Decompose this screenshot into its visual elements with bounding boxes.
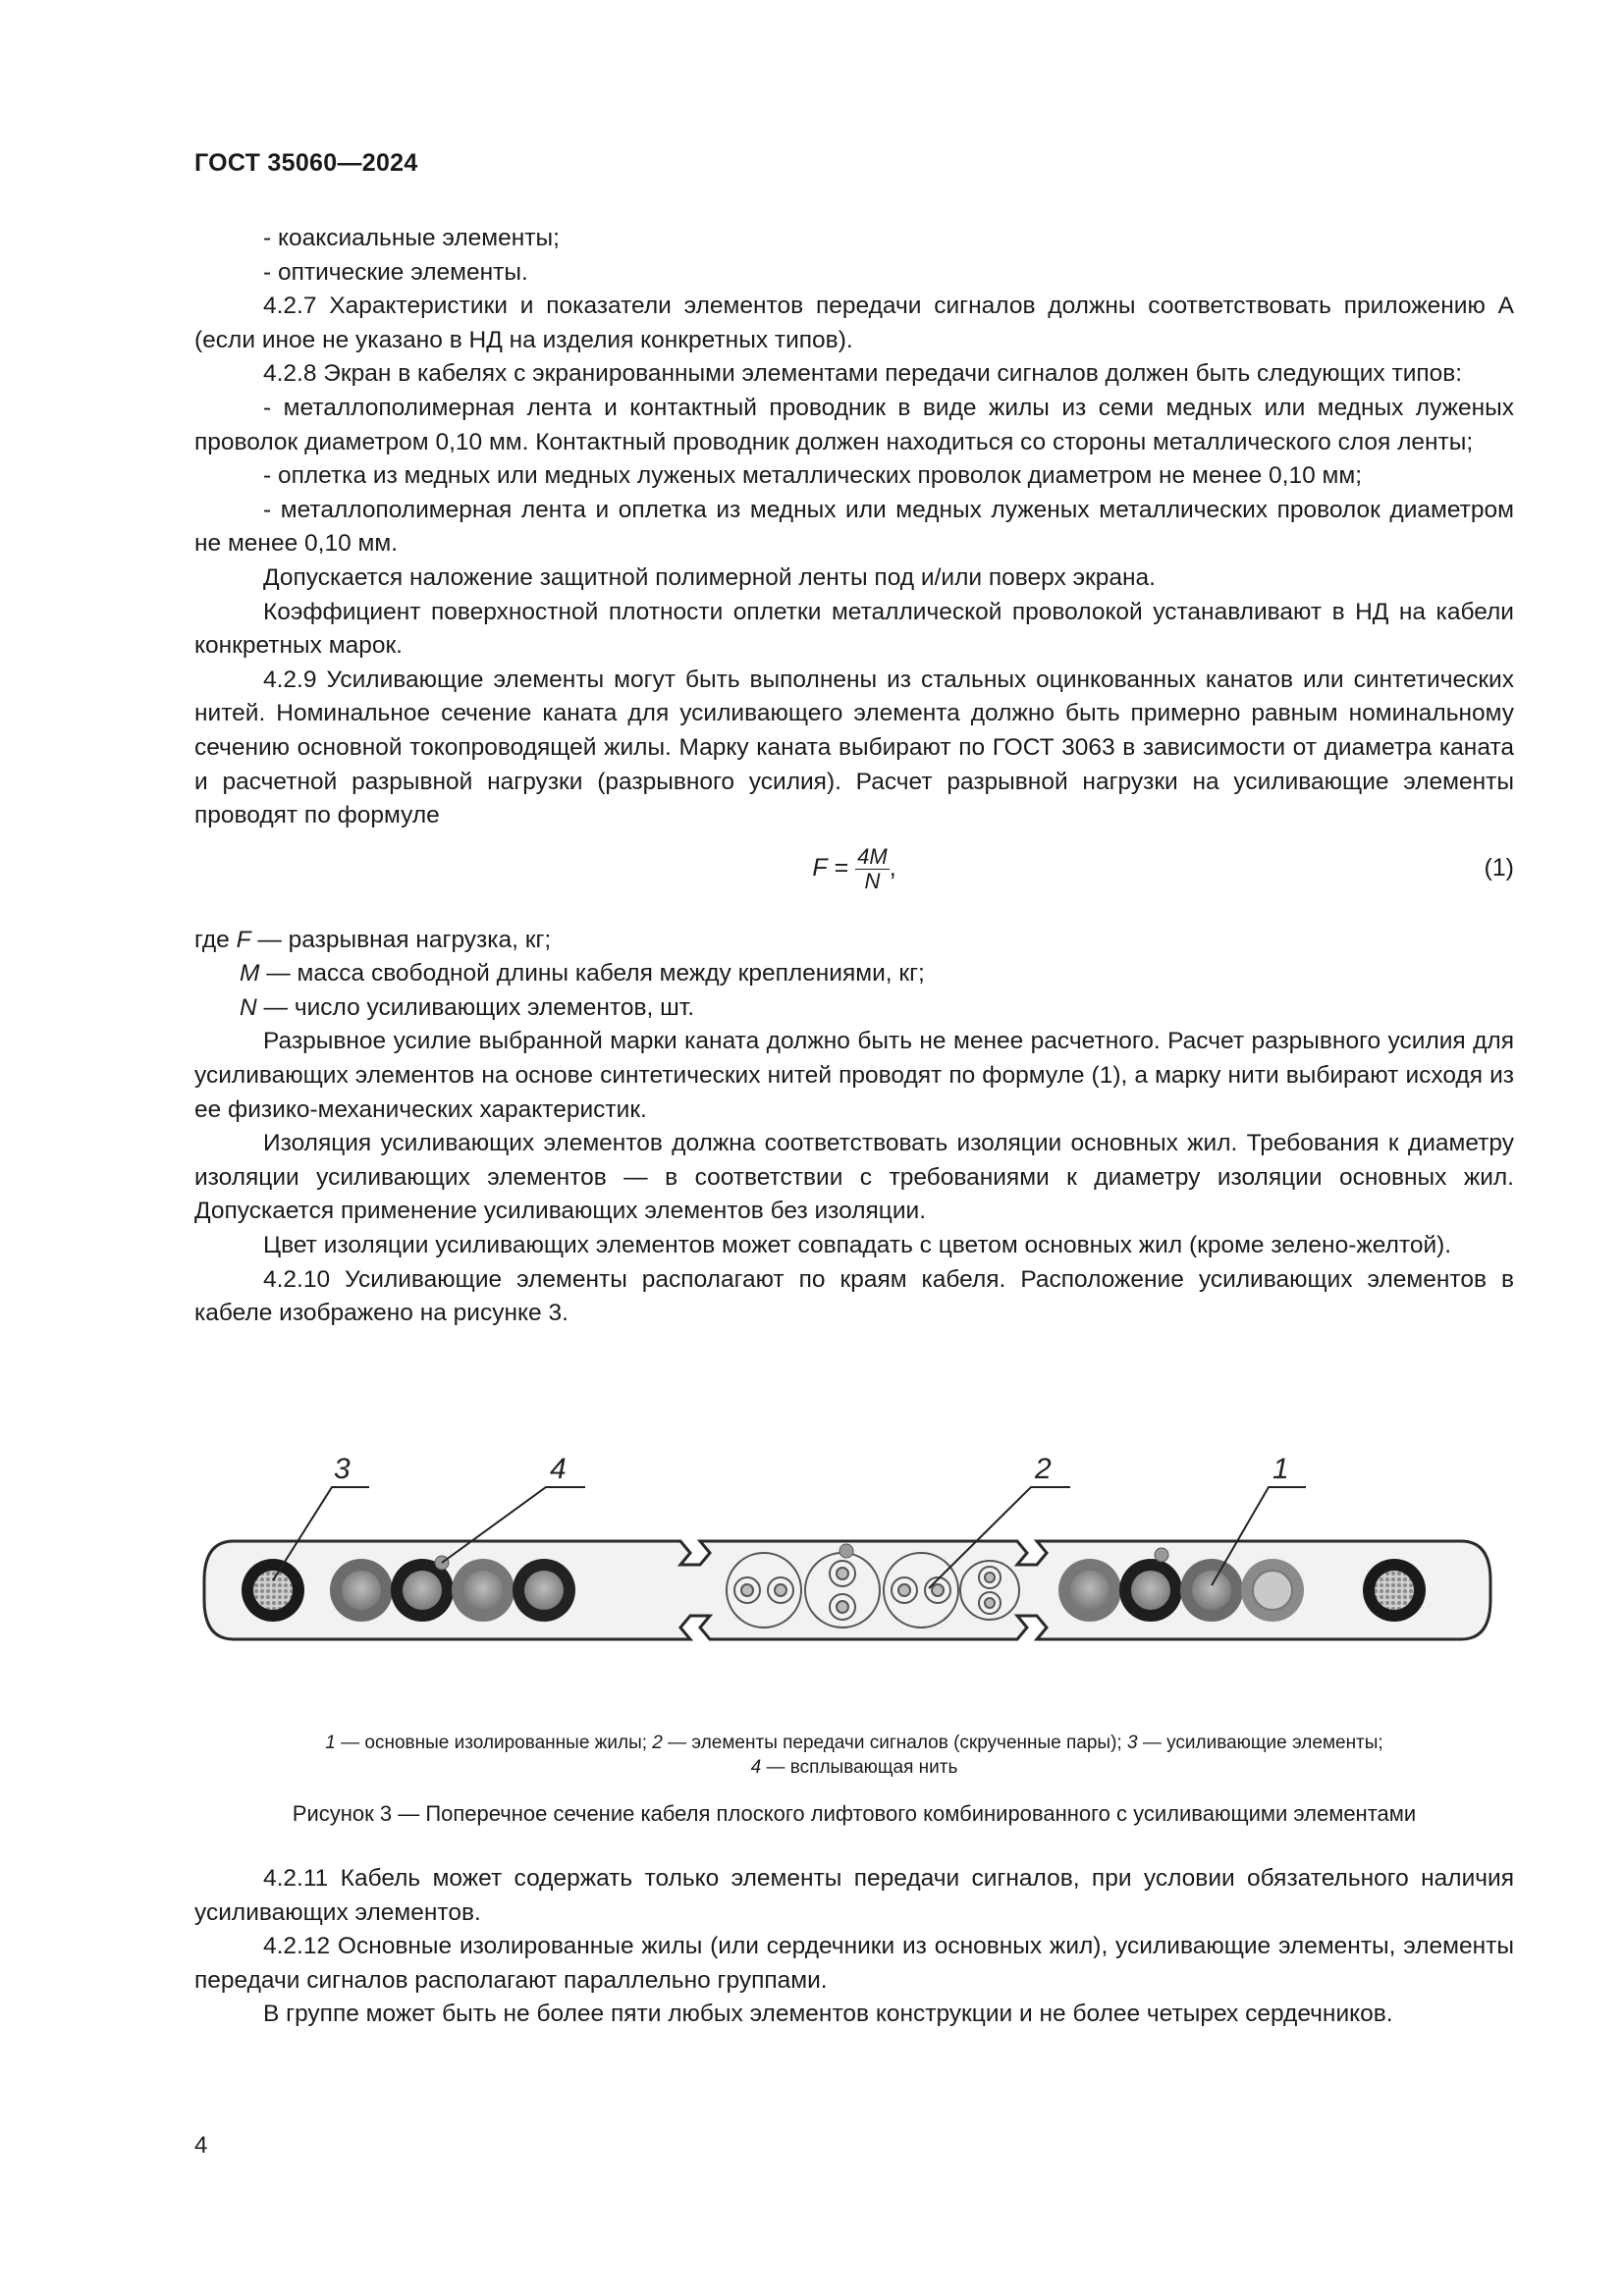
where-lead: где xyxy=(194,926,230,953)
document-header: ГОСТ 35060—2024 xyxy=(194,149,418,177)
clause-4-2-11: 4.2.11 Кабель может содержать только элементы передачи сигналов, при условии обязательного наличия усиливающих элементов. xyxy=(194,1865,1514,1926)
list-item: - металлополимерная лента и оплетка из медных или медных луженых металлических проволок диаметром не менее 0,10 мм. xyxy=(194,496,1514,558)
strength-element-core xyxy=(253,1571,293,1610)
paragraph: Коэффициент поверхностной плотности оплетки металлической проволокой устанавливают в НД на кабели конкретных марок. xyxy=(194,598,1514,660)
where-var: F xyxy=(236,926,251,953)
label-2: 2 xyxy=(1035,1453,1052,1485)
list-item: - оплетка из медных или медных луженых металлических проволок диаметром не менее 0,10 мм; xyxy=(263,462,1363,490)
formula xyxy=(194,845,1514,893)
label-1: 1 xyxy=(1272,1453,1289,1485)
formula-block xyxy=(194,841,1514,912)
where-def: — число усиливающих элементов, шт. xyxy=(256,993,695,1021)
formula-denominator: N xyxy=(864,868,881,893)
list-item: - оптические элементы. xyxy=(263,258,528,286)
paragraph: Цвет изоляции усиливающих элементов может совпадать с цветом основных жил (кроме зелено-желтой). xyxy=(263,1232,1452,1259)
figure-legend-line: 1 — основные изолированные жилы; 2 — элементы передачи сигналов (скрученные пары); 3 — усиливающие элементы; xyxy=(325,1733,1383,1753)
formula-eq: = xyxy=(834,853,849,881)
paragraph: В группе может быть не более пяти любых элементов конструкции и не более четырех сердечников. xyxy=(263,2001,1393,2028)
label-3: 3 xyxy=(334,1453,351,1485)
clause-4-2-8: 4.2.8 Экран в кабелях с экранированными элементами передачи сигналов должен быть следующих типов: xyxy=(263,360,1463,388)
where-def: — масса свободной длины кабеля между креплениями, кг; xyxy=(259,960,925,988)
list-item: - металлополимерная лента и контактный проводник в виде жилы из семи медных или медных луженых проволок диаметром 0,10 мм. Контактный проводник должен находиться со стороны металлического слоя ленты; xyxy=(194,394,1514,455)
where-line xyxy=(194,991,1514,1026)
body-text-top xyxy=(194,222,1514,1331)
figure-legend-line: 4 — всплывающая нить xyxy=(750,1757,958,1778)
label-4: 4 xyxy=(550,1453,567,1485)
where-var: M xyxy=(240,960,260,988)
equation-number: (1) xyxy=(1484,853,1514,881)
floating-thread xyxy=(1155,1548,1168,1562)
figure-legend xyxy=(194,1731,1514,1780)
clause-4-2-9: 4.2.9 Усиливающие элементы могут быть выполнены из стальных оцинкованных канатов или синтетических нитей. Номинальное сечение каната для усиливающего элемента должно быть примерно равным номинальному сечению основной токопроводящей жилы. Марку каната выбирают по ГОСТ 3063 в зависимости от диаметра каната и расчетной разрывной нагрузки (разрывного усилия). Расчет разрывной нагрузки на усиливающие элементы проводят по формуле xyxy=(194,666,1514,829)
formula-lhs: F xyxy=(812,853,828,881)
where-def: — разрывная нагрузка, кг; xyxy=(250,926,552,953)
strength-element-core xyxy=(1375,1571,1414,1610)
page-number: 4 xyxy=(194,2132,208,2159)
formula-numerator: 4M xyxy=(857,843,888,869)
where-line xyxy=(194,957,1514,991)
floating-thread xyxy=(839,1544,853,1558)
body-text-bottom xyxy=(194,1862,1514,2032)
formula-fraction xyxy=(855,845,890,893)
figure-title: Рисунок 3 — Поперечное сечение кабеля плоского лифтового комбинированного с усиливающими элементами xyxy=(292,1801,1417,1826)
where-line xyxy=(194,924,1514,958)
where-var: N xyxy=(240,993,257,1021)
cable-cross-section-figure xyxy=(194,1453,1514,1688)
paragraph: Изоляция усиливающих элементов должна соответствовать изоляции основных жил. Требования к диаметру изоляции усиливающих элементов — в соответствии с требованиями к диаметру изоляции основных жил. Допускается применение усиливающих элементов без изоляции. xyxy=(194,1130,1514,1225)
formula-trail: , xyxy=(889,853,896,881)
clause-4-2-7: 4.2.7 Характеристики и показатели элементов передачи сигналов должны соответствовать приложению А (если иное не указано в НД на изделия конкретных типов). xyxy=(194,293,1514,353)
paragraph: Разрывное усилие выбранной марки каната должно быть не менее расчетного. Расчет разрывного усилия для усиливающих элементов на основе синтетических нитей проводят по формуле (1), а марку нити выбирают исходя из ее физико-механических характеристик. xyxy=(194,1028,1514,1123)
paragraph: Допускается наложение защитной полимерной ленты под и/или поверх экрана. xyxy=(263,563,1156,591)
clause-4-2-12: 4.2.12 Основные изолированные жилы (или сердечники из основных жил), усиливающие элементы, элементы передачи сигналов располагают параллельно группами. xyxy=(194,1933,1514,1994)
list-item: - коаксиальные элементы; xyxy=(263,225,560,251)
clause-4-2-10: 4.2.10 Усиливающие элементы располагают по краям кабеля. Расположение усиливающих элементов в кабеле изображено на рисунке 3. xyxy=(194,1265,1514,1327)
